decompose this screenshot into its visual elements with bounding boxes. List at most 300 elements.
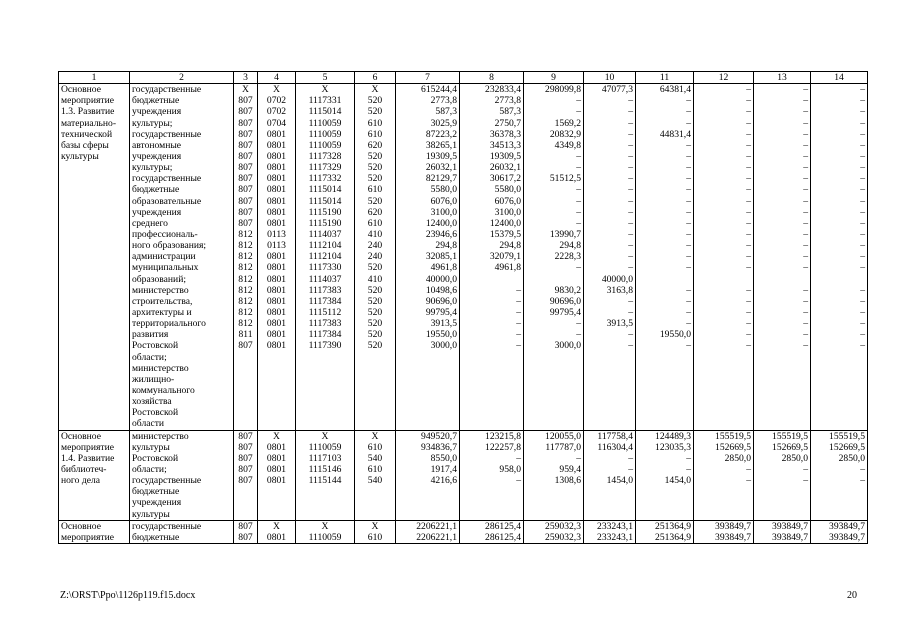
data-cell xyxy=(638,274,691,285)
executor-line: государственные xyxy=(132,520,202,532)
data-col-12 xyxy=(694,84,754,430)
data-cell: 294,8 xyxy=(559,240,581,252)
data-cell: 286125,4 xyxy=(485,520,521,532)
data-cell: 0801 xyxy=(266,441,287,453)
executor-line: автономные xyxy=(132,139,182,151)
data-cell: – xyxy=(860,251,865,263)
data-cell xyxy=(462,274,521,285)
measure-line: ного дела xyxy=(61,475,101,487)
executor-line: бюджетные xyxy=(132,531,180,543)
data-col-14 xyxy=(811,430,868,520)
data-cell: 807 xyxy=(238,117,253,129)
data-col-6 xyxy=(355,430,396,520)
data-cell: 520 xyxy=(367,195,383,207)
data-cell: 2228,3 xyxy=(554,251,581,263)
data-cell: – xyxy=(746,95,751,107)
data-cell: – xyxy=(628,95,633,107)
data-cell: 19550,0 xyxy=(659,329,691,341)
data-cell: 1308,6 xyxy=(554,475,581,487)
data-cell: 1115146 xyxy=(308,463,342,475)
data-cell: 0113 xyxy=(267,228,286,240)
data-col-9 xyxy=(524,430,584,520)
data-cell: 1115014 xyxy=(308,195,342,207)
data-cell: 807 xyxy=(238,195,253,207)
data-cell: 286125,4 xyxy=(485,531,521,543)
data-cell: X xyxy=(273,84,280,96)
data-cell: – xyxy=(746,151,751,162)
data-cell: 610 xyxy=(367,117,383,129)
data-cell: 240 xyxy=(367,251,383,263)
data-col-14 xyxy=(811,520,868,543)
data-cell: 0801 xyxy=(266,318,287,330)
data-cell: 587,3 xyxy=(435,106,457,118)
data-col-3 xyxy=(234,520,258,543)
data-cell: 520 xyxy=(367,329,383,341)
data-cell: – xyxy=(686,95,691,107)
data-cell: – xyxy=(686,162,691,174)
data-cell: 1115190 xyxy=(308,206,342,218)
data-cell: – xyxy=(746,295,751,307)
data-cell: – xyxy=(803,128,808,140)
data-cell: 4961,8 xyxy=(430,262,457,274)
data-cell: 520 xyxy=(367,340,383,352)
data-cell: 0801 xyxy=(266,284,287,296)
data-cell: – xyxy=(860,128,865,140)
data-cell: – xyxy=(860,106,865,118)
data-cell: – xyxy=(686,173,691,185)
data-cell: 1115014 xyxy=(308,106,342,118)
data-cell: – xyxy=(576,318,581,330)
data-cell: 34513,3 xyxy=(489,139,521,151)
data-cell: 122257,8 xyxy=(485,441,521,453)
data-cell: 251364,9 xyxy=(655,531,691,543)
header-row xyxy=(59,72,868,84)
data-cell: 233243,1 xyxy=(597,520,633,532)
data-col-13 xyxy=(754,430,811,520)
data-col-9 xyxy=(524,84,584,430)
executor-line: бюджетные xyxy=(132,184,180,196)
executor-cell xyxy=(130,84,234,430)
data-cell: 294,8 xyxy=(499,240,521,252)
data-cell: 19309,5 xyxy=(489,151,521,162)
header-cell: 6 xyxy=(355,72,396,84)
data-cell: – xyxy=(686,217,691,229)
data-col-11 xyxy=(636,430,694,520)
data-cell: 5580,0 xyxy=(430,184,457,196)
data-cell: – xyxy=(628,251,633,263)
data-cell: X xyxy=(321,430,329,442)
data-cell: 47077,3 xyxy=(601,84,633,96)
data-cell: – xyxy=(516,452,521,464)
data-cell: 3163,8 xyxy=(606,284,633,296)
executor-line: области xyxy=(132,418,165,430)
data-cell: 99795,4 xyxy=(549,306,581,318)
data-cell: 1117383 xyxy=(308,284,342,296)
data-cell: 20832,9 xyxy=(549,128,581,140)
data-cell xyxy=(526,274,581,285)
data-cell: 117787,0 xyxy=(545,441,581,453)
data-cell: 64381,4 xyxy=(659,84,691,96)
data-cell: 87223,2 xyxy=(425,128,457,140)
data-cell: 812 xyxy=(238,295,253,307)
data-cell: – xyxy=(686,295,691,307)
data-cell: 1115014 xyxy=(308,184,342,196)
data-cell: 0702 xyxy=(266,106,287,118)
data-col-10 xyxy=(584,520,636,543)
data-cell: – xyxy=(628,128,633,140)
data-cell: – xyxy=(860,262,865,274)
measure-line: базы сферы xyxy=(61,139,109,151)
data-cell: – xyxy=(628,173,633,185)
data-cell: – xyxy=(686,139,691,151)
header-cell: 2 xyxy=(130,72,234,84)
data-cell: – xyxy=(686,195,691,207)
executor-line: ного образования; xyxy=(132,240,207,252)
measure-line: Основное xyxy=(61,520,101,532)
data-cell: – xyxy=(860,475,865,487)
data-cell: 1117332 xyxy=(308,173,342,185)
data-cell: 120055,0 xyxy=(545,430,581,442)
data-cell: 2773,8 xyxy=(494,95,521,107)
data-cell: X xyxy=(371,84,379,96)
data-cell: – xyxy=(516,295,521,307)
data-cell: 807 xyxy=(238,441,253,453)
data-cell: – xyxy=(860,84,865,96)
data-cell: 152669,5 xyxy=(829,441,865,453)
data-cell: 6076,0 xyxy=(494,195,521,207)
header-cell: 7 xyxy=(396,72,460,84)
data-cell: – xyxy=(803,184,808,196)
data-cell: 520 xyxy=(367,262,383,274)
data-cell: – xyxy=(746,184,751,196)
data-col-12 xyxy=(694,520,754,543)
data-cell: 520 xyxy=(367,106,383,118)
data-cell: 1114037 xyxy=(308,228,342,240)
data-cell: – xyxy=(803,217,808,229)
data-cell: – xyxy=(803,284,808,296)
section-row xyxy=(59,430,868,520)
data-cell: 32085,1 xyxy=(425,251,457,263)
data-cell: 1454,0 xyxy=(606,475,633,487)
data-cell: 520 xyxy=(367,162,383,174)
data-cell: 0801 xyxy=(266,162,287,174)
data-cell: 610 xyxy=(367,441,383,453)
data-cell: – xyxy=(746,340,751,352)
data-cell: 620 xyxy=(367,206,383,218)
data-cell: X xyxy=(321,520,329,532)
data-cell: 4349,8 xyxy=(554,139,581,151)
executor-line: государственные xyxy=(132,128,202,140)
data-cell: 1454,0 xyxy=(664,475,691,487)
data-cell: 233243,1 xyxy=(597,531,633,543)
data-cell: – xyxy=(746,106,751,118)
data-cell: X xyxy=(321,84,329,96)
data-cell: 393849,7 xyxy=(772,531,808,543)
data-cell: – xyxy=(803,95,808,107)
data-cell: – xyxy=(803,195,808,207)
data-cell: 812 xyxy=(238,228,253,240)
data-cell: – xyxy=(628,217,633,229)
header-cell: 11 xyxy=(636,72,694,84)
data-cell: – xyxy=(576,95,581,107)
data-cell: 807 xyxy=(238,184,253,196)
data-cell: – xyxy=(803,295,808,307)
data-cell: 807 xyxy=(238,463,253,475)
data-cell: 807 xyxy=(238,520,253,532)
measure-line: Основное xyxy=(61,430,101,442)
data-cell: 2850,0 xyxy=(724,452,751,464)
data-cell: 807 xyxy=(238,95,253,107)
data-cell: – xyxy=(628,306,633,318)
data-cell: – xyxy=(860,228,865,240)
data-cell: 393849,7 xyxy=(829,520,865,532)
data-col-8 xyxy=(460,430,524,520)
data-cell: – xyxy=(803,173,808,185)
data-cell: – xyxy=(686,106,691,118)
data-cell: 23946,6 xyxy=(425,228,457,240)
data-cell: – xyxy=(746,206,751,218)
data-cell: 0801 xyxy=(266,173,287,185)
measure-line: материально- xyxy=(61,117,117,129)
data-cell: 520 xyxy=(367,284,383,296)
data-cell: 1117103 xyxy=(308,452,342,464)
data-cell: 3025,9 xyxy=(430,117,457,129)
header-cell: 4 xyxy=(258,72,296,84)
data-cell: – xyxy=(860,95,865,107)
data-cell: 0801 xyxy=(266,217,287,229)
data-cell: – xyxy=(803,228,808,240)
data-cell: – xyxy=(516,475,521,487)
data-cell: 0801 xyxy=(266,452,287,464)
section-row xyxy=(59,84,868,430)
data-cell: – xyxy=(803,139,808,151)
data-cell: 13990,7 xyxy=(549,228,581,240)
data-cell: – xyxy=(628,452,633,464)
data-cell: 410 xyxy=(367,273,383,285)
data-cell: – xyxy=(628,262,633,274)
data-cell: 958,0 xyxy=(499,463,521,475)
data-cell: 51512,5 xyxy=(549,173,581,185)
data-cell: – xyxy=(860,340,865,352)
data-cell: – xyxy=(746,306,751,318)
data-cell: 1117330 xyxy=(308,262,342,274)
executor-line: учреждения xyxy=(132,206,182,218)
data-cell: – xyxy=(803,106,808,118)
data-cell: – xyxy=(860,306,865,318)
page-number: 20 xyxy=(847,590,857,601)
data-cell: 812 xyxy=(238,306,253,318)
data-col-7 xyxy=(396,430,460,520)
data-cell: – xyxy=(746,162,751,174)
data-cell: 3100,0 xyxy=(430,206,457,218)
executor-line: области; xyxy=(132,463,167,475)
data-cell: 0801 xyxy=(266,184,287,196)
data-cell: – xyxy=(628,329,633,341)
data-cell: 0801 xyxy=(266,475,287,487)
data-cell: 410 xyxy=(367,228,383,240)
data-cell: 0113 xyxy=(267,240,286,252)
data-cell: 155519,5 xyxy=(772,430,808,442)
data-col-13 xyxy=(754,520,811,543)
data-cell: 812 xyxy=(238,262,253,274)
data-cell: 99795,4 xyxy=(425,306,457,318)
data-cell: 19309,5 xyxy=(425,151,457,162)
executor-line: бюджетные xyxy=(132,486,180,498)
data-cell: – xyxy=(746,262,751,274)
data-cell: 8550,0 xyxy=(430,452,457,464)
data-cell: 12400,0 xyxy=(425,217,457,229)
data-cell: 0801 xyxy=(266,340,287,352)
header-cell: 3 xyxy=(234,72,258,84)
data-cell: 811 xyxy=(238,329,253,341)
data-cell: 117758,4 xyxy=(597,430,633,442)
data-cell: 0801 xyxy=(266,531,287,543)
data-cell: – xyxy=(516,329,521,341)
data-cell: 812 xyxy=(238,284,253,296)
executor-line: учреждения xyxy=(132,106,182,118)
data-cell: – xyxy=(746,128,751,140)
data-cell: 0801 xyxy=(266,273,287,285)
data-cell: – xyxy=(860,184,865,196)
data-cell: – xyxy=(576,162,581,174)
data-cell: 949520,7 xyxy=(421,430,457,442)
data-cell: – xyxy=(686,262,691,274)
executor-line: учреждения xyxy=(132,151,182,162)
data-cell: – xyxy=(860,240,865,252)
data-cell: 3913,5 xyxy=(606,318,633,330)
data-cell: 38265,1 xyxy=(425,139,457,151)
data-cell: 807 xyxy=(238,106,253,118)
data-cell: 4216,6 xyxy=(430,475,457,487)
measure-cell xyxy=(59,430,130,520)
executor-line: Ростовской xyxy=(132,452,179,464)
data-col-11 xyxy=(636,520,694,543)
data-col-3 xyxy=(234,84,258,430)
data-cell: 1117383 xyxy=(308,318,342,330)
header-cell: 8 xyxy=(460,72,524,84)
header-cell: 14 xyxy=(811,72,868,84)
data-col-6 xyxy=(355,520,396,543)
data-col-11 xyxy=(636,84,694,430)
data-cell: – xyxy=(860,162,865,174)
data-cell: 36378,3 xyxy=(489,128,521,140)
data-cell: 90696,0 xyxy=(425,295,457,307)
data-cell: – xyxy=(516,318,521,330)
section-row xyxy=(59,520,868,543)
data-cell: 807 xyxy=(238,430,253,442)
data-cell: – xyxy=(686,452,691,464)
executor-line: муниципальных xyxy=(132,262,199,274)
data-cell: – xyxy=(746,284,751,296)
data-cell: – xyxy=(576,195,581,207)
data-cell: 812 xyxy=(238,240,253,252)
data-cell: – xyxy=(686,151,691,162)
data-cell: – xyxy=(628,206,633,218)
data-cell: 1112104 xyxy=(308,240,342,252)
data-cell: 26032,1 xyxy=(489,162,521,174)
data-cell: 232833,4 xyxy=(485,84,521,96)
data-col-7 xyxy=(396,84,460,430)
data-cell: 1569,2 xyxy=(554,117,581,129)
data-cell: – xyxy=(576,184,581,196)
data-col-6 xyxy=(355,84,396,430)
executor-cell xyxy=(130,430,234,520)
data-cell: 393849,7 xyxy=(715,520,751,532)
header-cell: 9 xyxy=(524,72,584,84)
data-cell: – xyxy=(628,151,633,162)
data-cell: – xyxy=(860,139,865,151)
data-cell: – xyxy=(746,329,751,341)
data-cell: – xyxy=(516,340,521,352)
data-cell: 0801 xyxy=(266,128,287,140)
data-cell: 2750,7 xyxy=(494,117,521,129)
data-cell: – xyxy=(860,217,865,229)
executor-line: архитектуры и xyxy=(132,306,192,318)
data-cell: 1114037 xyxy=(308,273,342,285)
data-cell: 2773,8 xyxy=(430,95,457,107)
header-cell: 1 xyxy=(59,72,130,84)
data-cell: 393849,7 xyxy=(829,531,865,543)
data-cell: – xyxy=(686,240,691,252)
data-cell: – xyxy=(860,195,865,207)
executor-line: профессиональ- xyxy=(132,228,198,240)
executor-line: Ростовской xyxy=(132,340,179,352)
data-cell: 3913,5 xyxy=(430,318,457,330)
data-cell: 807 xyxy=(238,531,253,543)
data-cell: 587,3 xyxy=(499,106,521,118)
data-col-4 xyxy=(258,430,296,520)
data-cell: X xyxy=(273,430,280,442)
data-cell: – xyxy=(860,151,865,162)
data-col-4 xyxy=(258,84,296,430)
data-cell: 520 xyxy=(367,306,383,318)
data-cell: – xyxy=(686,284,691,296)
data-cell: – xyxy=(803,262,808,274)
executor-line: администрации xyxy=(132,251,196,263)
executor-line: министерство xyxy=(132,430,189,442)
data-cell: 620 xyxy=(367,139,383,151)
data-cell: 807 xyxy=(238,139,253,151)
data-cell: – xyxy=(516,306,521,318)
executor-line: культуры xyxy=(132,441,170,453)
measure-line: мероприятие xyxy=(61,95,114,107)
data-cell: X xyxy=(371,520,379,532)
data-col-13 xyxy=(754,84,811,430)
data-cell: – xyxy=(803,162,808,174)
data-cell: 44831,4 xyxy=(659,128,691,140)
data-cell: – xyxy=(746,173,751,185)
data-cell: 1115144 xyxy=(308,475,342,487)
measure-line: мероприятие xyxy=(61,441,114,453)
data-cell: – xyxy=(686,251,691,263)
data-cell xyxy=(813,274,865,285)
file-path: Z:\ORST\Ppo\1126p119.f15.docx xyxy=(60,590,196,601)
data-cell: 82129,7 xyxy=(425,173,457,185)
executor-cell xyxy=(130,520,234,543)
measure-line: культуры xyxy=(61,151,99,162)
data-cell: – xyxy=(746,463,751,475)
data-cell: 0801 xyxy=(266,463,287,475)
data-cell: – xyxy=(628,106,633,118)
header-cell: 10 xyxy=(584,72,636,84)
executor-line: Ростовской xyxy=(132,407,179,419)
data-cell: – xyxy=(516,284,521,296)
data-cell: 0801 xyxy=(266,295,287,307)
data-cell: – xyxy=(628,295,633,307)
data-cell: 123035,3 xyxy=(655,441,691,453)
data-cell: 30617,2 xyxy=(489,173,521,185)
data-cell: – xyxy=(686,228,691,240)
